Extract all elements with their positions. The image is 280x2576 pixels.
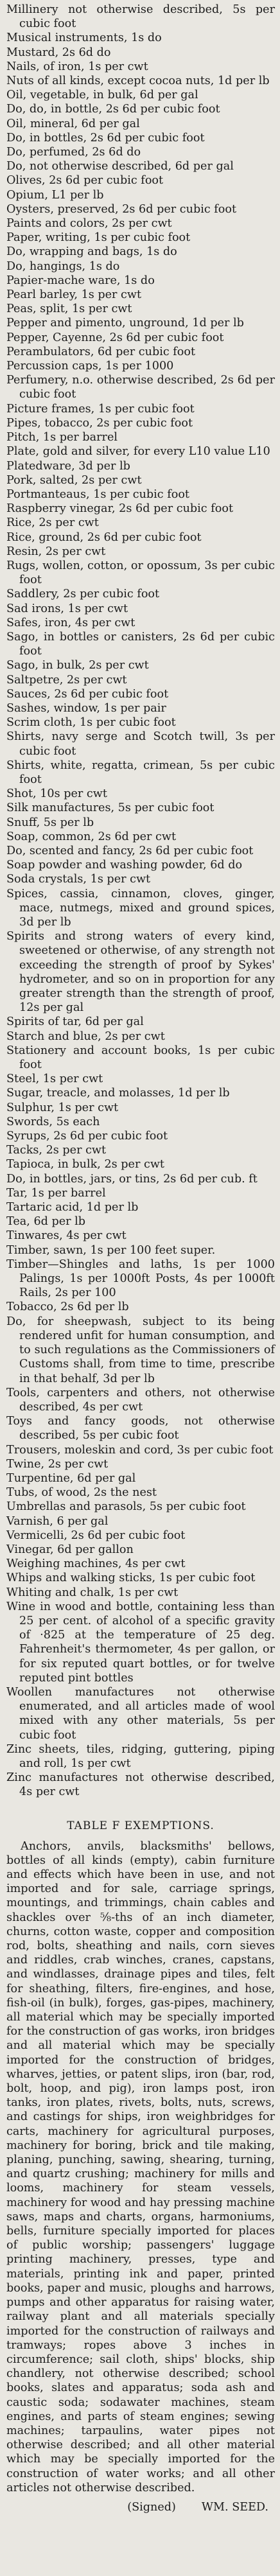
tariff-entry: Soap powder and washing powder, 6d do — [6, 859, 243, 872]
tariff-entry: Snuff, 5s per lb — [6, 816, 94, 829]
exemptions-heading: TABLE F EXEMPTIONS. — [67, 1819, 214, 1832]
tariff-entry: Shirts, navy serge and Scotch twill, 3s per cubic foot — [6, 730, 275, 758]
tariff-entry: Musical instruments, 1s do — [6, 31, 162, 45]
tariff-entry: Pork, salted, 2s per cwt — [6, 473, 142, 487]
tariff-entry: Oil, mineral, 6d per gal — [6, 117, 140, 130]
tariff-entry: Trousers, moleskin and cord, 3s per cubic foot — [6, 1443, 274, 1457]
tariff-entry: Tacks, 2s per cwt — [6, 1144, 107, 1157]
tariff-entry: Percussion caps, 1s per 1000 — [6, 360, 174, 373]
tariff-entry: Toys and fancy goods, not otherwise described, 5s per cubic foot — [6, 1415, 275, 1442]
tariff-entry: Olives, 2s 6d per cubic foot — [6, 174, 164, 188]
tariff-entry: Timber, sawn, 1s per 100 feet super. — [6, 1243, 216, 1257]
tariff-entry: Spirits of tar, 6d per gal — [6, 1015, 144, 1029]
tariff-entry: Nuts of all kinds, except cocoa nuts, 1d per lb — [6, 74, 270, 88]
tariff-entry: Silk manufactures, 5s per cubic foot — [6, 802, 214, 815]
tariff-entry: Do, not otherwise described, 6d per gal — [6, 160, 234, 173]
tariff-entry: Rugs, wollen, cotton, or opossum, 3s per cubic foot — [6, 559, 275, 587]
tariff-entry: Rice, 2s per cwt — [6, 516, 99, 530]
tariff-entry: Sago, in bottles or canisters, 2s 6d per cubic foot — [6, 630, 275, 658]
tariff-entry: Tartaric acid, 1d per lb — [6, 1201, 139, 1214]
tariff-entry: Papier-mache ware, 1s do — [6, 274, 155, 287]
tariff-entry: Shirts, white, regatta, crimean, 5s per cubic foot — [6, 758, 275, 786]
tariff-entry: Syrups, 2s 6d per cubic foot — [6, 1130, 168, 1143]
tariff-entry: Safes, iron, 4s per cwt — [6, 616, 136, 629]
tariff-entry: Twine, 2s per cwt — [6, 1457, 109, 1471]
tariff-entry: Picture frames, 1s per cubic foot — [6, 402, 195, 416]
tariff-entry: Sugar, treacle, and molasses, 1d per lb — [6, 1087, 230, 1100]
tariff-entry: Saltpetre, 2s per cwt — [6, 673, 127, 687]
tariff-entry: Do, in bottles, 2s 6d per cubic foot — [6, 131, 205, 145]
tariff-entry: Weighing machines, 4s per cwt — [6, 1557, 186, 1571]
tariff-entry: Sago, in bulk, 2s per cwt — [6, 659, 149, 672]
tariff-entry: Starch and blue, 2s per cwt — [6, 1030, 165, 1043]
tariff-entry: Do, in bottles, jars, or tins, 2s 6d per cub. ft — [6, 1172, 258, 1186]
tariff-entry: Pepper and pimento, unground, 1d per lb — [6, 317, 244, 330]
tariff-entry: Woollen manufactures not otherwise enumerated, and all articles made of wool mixed with any other materials, 5s per cubic foot — [6, 1685, 275, 1742]
tariff-entry: Vermicelli, 2s 6d per cubic foot — [6, 1529, 186, 1542]
tariff-entry: Sauces, 2s 6d per cubic foot — [6, 687, 169, 701]
tariff-entry: Spirits and strong waters of every kind, sweetened or otherwise, of any strength not exceeding the strength of proof by Sykes' hydrometer, and so on in proportion for any greater strength than the strength of proof, 12s per gal — [6, 930, 275, 1015]
tariff-entry: Pitch, 1s per barrel — [6, 431, 118, 444]
tariff-entry: Millinery not otherwise described, 5s per cubic foot — [6, 3, 275, 31]
tariff-entry: Nails, of iron, 1s per cwt — [6, 60, 148, 73]
tariff-entry: Tar, 1s per barrel — [6, 1186, 106, 1200]
tariff-entry: Oysters, preserved, 2s 6d per cubic foot — [6, 202, 237, 216]
tariff-list — [6, 3, 275, 1800]
tariff-entry: Steel, 1s per cwt — [6, 1073, 103, 1086]
tariff-entry: Platedware, 3d per lb — [6, 459, 130, 473]
tariff-entry: Scrim cloth, 1s per cubic foot — [6, 716, 176, 730]
tariff-entry: Sashes, window, 1s per pair — [6, 701, 166, 715]
tariff-entry: Timber—Shingles and laths, 1s per 1000 Palings, 1s per 1000ft Posts, 4s per 1000ft Rails, 2s per 100 — [6, 1257, 275, 1300]
tariff-entry: Do, for sheepwash, subject to its being rendered unfit for human consumption, and to such regulations as the Commissioners of Customs shall, from time to time, prescribe in that behalf, 3d per lb — [6, 1315, 275, 1385]
tariff-entry: Tinwares, 4s per cwt — [6, 1229, 127, 1243]
tariff-entry: Turpentine, 6d per gal — [6, 1471, 136, 1485]
tariff-entry: Zinc manufactures not otherwise described, 4s per cwt — [6, 1771, 275, 1799]
tariff-entry: Paints and colors, 2s per cwt — [6, 217, 172, 231]
tariff-entry: Swords, 5s each — [6, 1115, 100, 1128]
tariff-entry: Resin, 2s per cwt — [6, 545, 106, 558]
tariff-entry: Opium, L1 per lb — [6, 188, 104, 202]
tariff-entry: Oil, vegetable, in bulk, 6d per gal — [6, 89, 198, 102]
tariff-entry: Tubs, of wood, 2s the nest — [6, 1486, 157, 1500]
tariff-entry: Tea, 6d per lb — [6, 1215, 86, 1229]
tariff-entry: Soda crystals, 1s per cwt — [6, 873, 151, 886]
tariff-entry: Soap, common, 2s 6d per cwt — [6, 830, 177, 843]
tariff-entry: Do, hangings, 1s do — [6, 259, 120, 273]
tariff-entry: Umbrellas and parasols, 5s per cubic foot — [6, 1500, 246, 1514]
tariff-entry: Whips and walking sticks, 1s per cubic foot — [6, 1572, 256, 1585]
tariff-entry: Raspberry vinegar, 2s 6d per cubic foot — [6, 502, 234, 516]
tariff-entry: Pepper, Cayenne, 2s 6d per cubic foot — [6, 331, 224, 344]
tariff-entry: Zinc sheets, tiles, ridging, guttering, piping and roll, 1s per cwt — [6, 1742, 275, 1770]
signed-label: (Signed) — [127, 2500, 176, 2514]
tariff-entry: Perambulators, 6d per cubic foot — [6, 345, 196, 358]
tariff-entry: Portmanteaus, 1s per cubic foot — [6, 487, 189, 501]
tariff-entry: Perfumery, n.o. otherwise described, 2s 6d per cubic foot — [6, 374, 275, 401]
tariff-entry: Sad irons, 1s per cwt — [6, 602, 128, 615]
exemptions-text: Anchors, anvils, blacksmiths' bellows, bottles of all kinds (empty), cabin furniture and effects which have been in use, and not imported and for sale, carriage springs, mountings, and trimmings, chain cables and shackles over ⅝-ths of an inch diameter, churns, cotton waste, copper and composition rod, bolts, sheathing and nails, corn sieves and riddles, crab winches, cranes, capstans, and windlasses, drainage pipes and tiles, felt for sheathing, filters, fire-engines, and hose, fish-oil (in bulk), forges, gas-pipes, machinery, all material which may be specially imported for the construction of gas works, iron bridges and all material which may be specially imported for the construction of bridges, wharves, jetties, or patent slips, iron (bar, rod, bolt, hoop, and pig), iron lamps post, iron tanks, iron plates, rivets, bolts, nuts, screws, and castings for ships, iron weighbridges for carts, machinery for agricultural purposes, machinery for boring, brick and tile making, planing, punching, sawing, shearing, turning, and quartz crushing; machinery for mills and looms, machinery for steam vessels, machinery for wood and hay pressing machine saws, maps and charts, organs, harmoniums, bells, furniture specially imported for places of public worship; passengers' luggage printing machinery, presses, type and materials, printing ink and paper, printed books, paper and music, ploughs and harrows, pumps and other apparatus for raising water, railway plant and all materials specially imported for the construction of railways and tramways; ropes above 3 inches in circumference; sail cloth, ships' blocks, ship chandlery, not otherwise described; school books, slates and apparatus; soda ash and caustic soda; sodawater machines, steam engines, and parts of steam engines; sewing machines; tarpaulins, water pipes not otherwise described; and all other material which may be specially imported for the construction of water works; and all other articles not otherwise described. — [6, 1839, 275, 2494]
signatory-name: WM. SEED. — [201, 2500, 268, 2514]
tariff-entry: Do, wrapping and bags, 1s do — [6, 245, 177, 259]
tariff-entry: Spices, cassia, cinnamon, cloves, ginger, mace, nutmegs, mixed and ground spices, 3d per lb — [6, 887, 275, 929]
tariff-entry: Do, perfumed, 2s 6d do — [6, 146, 141, 159]
tariff-entry: Saddlery, 2s per cubic foot — [6, 588, 160, 601]
tariff-entry: Stationery and account books, 1s per cubic foot — [6, 1044, 275, 1072]
tariff-entry: Vinegar, 6d per gallon — [6, 1543, 134, 1556]
tariff-entry: Do, do, in bottle, 2s 6d per cubic foot — [6, 103, 220, 116]
tariff-entry: Pipes, tobacco, 2s per cubic foot — [6, 416, 193, 430]
signature-line — [6, 2500, 275, 2514]
tariff-entry: Whiting and chalk, 1s per cwt — [6, 1586, 179, 1599]
tariff-entry: Pearl barley, 1s per cwt — [6, 288, 142, 302]
tariff-entry: Varnish, 6 per gal — [6, 1514, 109, 1528]
tariff-entry: Peas, split, 1s per cwt — [6, 302, 132, 316]
tariff-entry: Sulphur, 1s per cwt — [6, 1101, 119, 1114]
tariff-entry: Tools, carpenters and others, not otherwise described, 4s per cwt — [6, 1386, 275, 1414]
tariff-entry: Rice, ground, 2s 6d per cubic foot — [6, 530, 202, 544]
tariff-entry: Shot, 10s per cwt — [6, 787, 107, 801]
tariff-entry: Mustard, 2s 6d do — [6, 46, 111, 59]
tariff-entry: Paper, writing, 1s per cubic foot — [6, 231, 191, 245]
tariff-entry: Tobacco, 2s 6d per lb — [6, 1301, 129, 1314]
tariff-entry: Do, scented and fancy, 2s 6d per cubic foot — [6, 844, 254, 857]
tariff-entry: Wine in wood and bottle, containing less than 25 per cent. of alcohol of a specific gravity of ·825 at the temperature of 25 deg. Fahrenheit's thermometer, 4s per gallon, or for six reputed quart bottles, or for twelve reputed pint bottles — [6, 1600, 275, 1685]
tariff-entry: Tapioca, in bulk, 2s per cwt — [6, 1158, 164, 1171]
tariff-entry: Plate, gold and silver, for every L10 value L10 — [6, 445, 270, 459]
